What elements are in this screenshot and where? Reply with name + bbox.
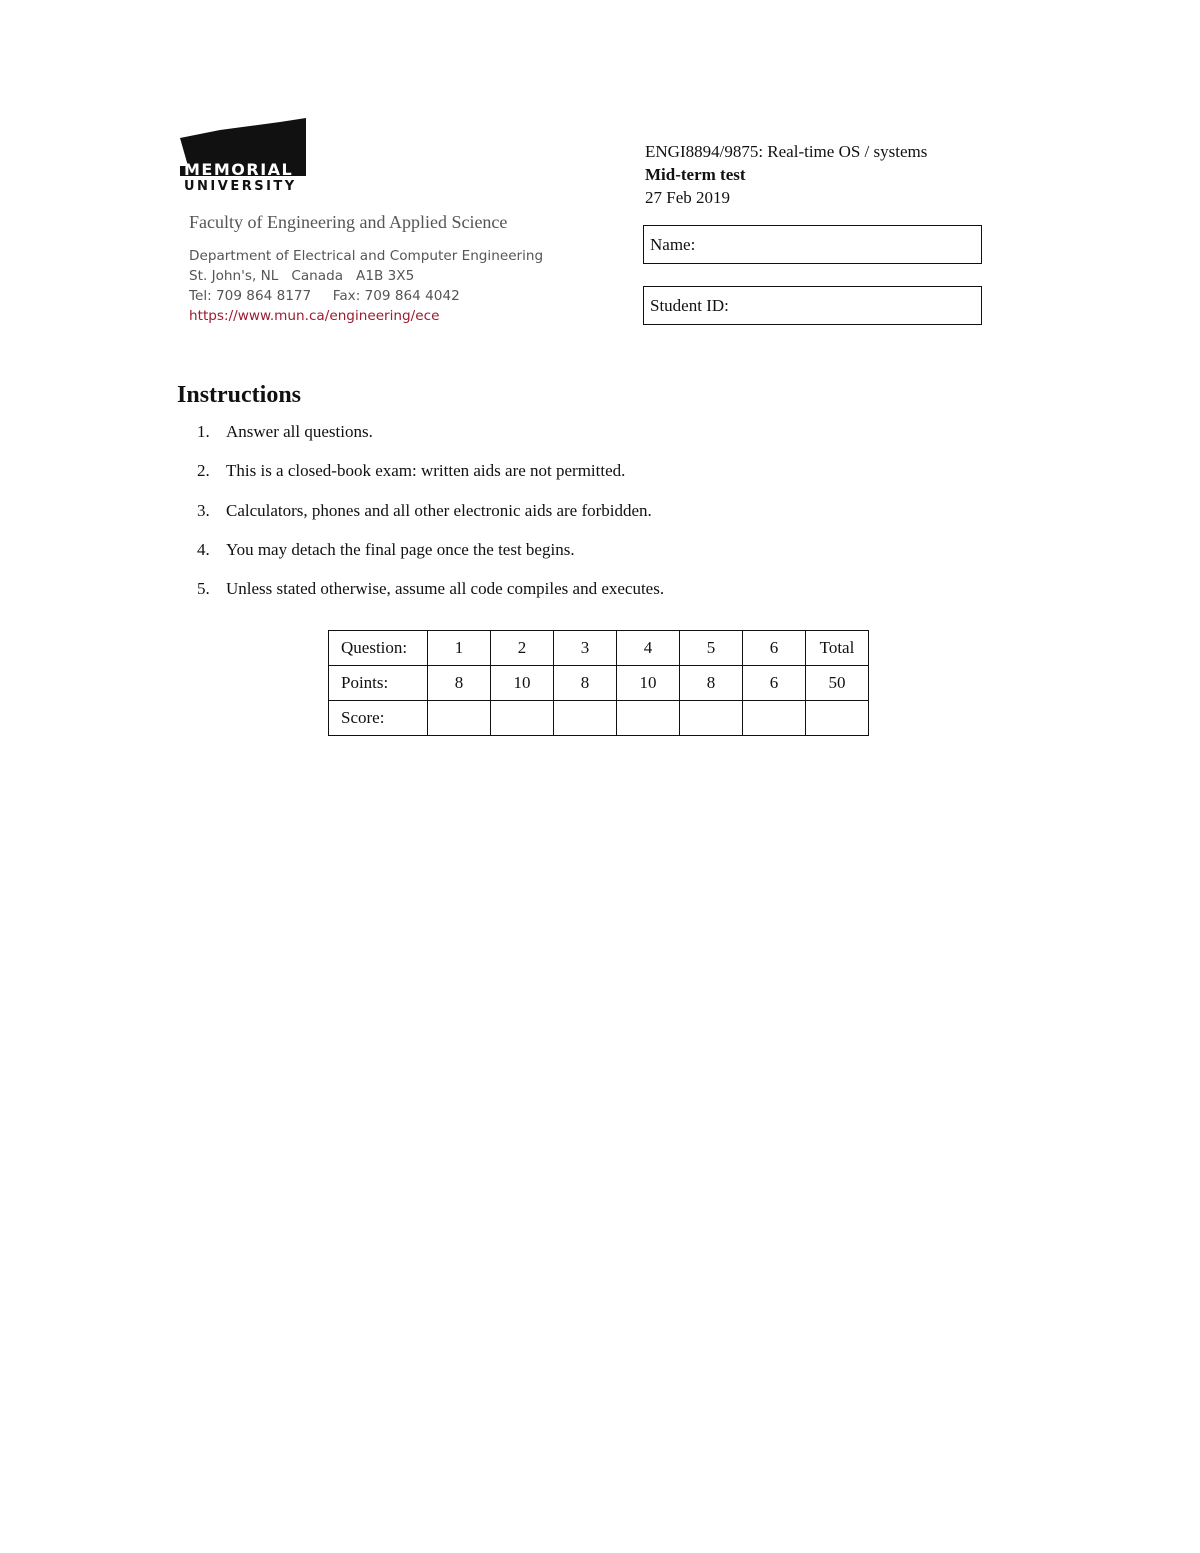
instruction-text: This is a closed-book exam: written aids are not permitted. — [226, 461, 626, 481]
faculty-name: Faculty of Engineering and Applied Science — [189, 212, 508, 232]
score-table — [328, 630, 869, 736]
instruction-number: 5. — [197, 579, 210, 599]
course-info — [645, 140, 927, 209]
points-cell: 8 — [428, 666, 491, 701]
instruction-item — [197, 421, 664, 460]
instruction-number: 3. — [197, 500, 210, 520]
instruction-text: You may detach the final page once the test begins. — [226, 539, 575, 559]
instructions-heading: Instructions — [177, 382, 302, 408]
name-field[interactable] — [643, 225, 982, 264]
instruction-item — [197, 460, 664, 499]
logo-memorial-text: MEMORIAL — [184, 160, 294, 179]
points-cell: 8 — [680, 666, 743, 701]
points-cell: 10 — [617, 666, 680, 701]
total-header: Total — [806, 631, 869, 666]
question-number: 6 — [743, 631, 806, 666]
total-score-cell[interactable] — [806, 701, 869, 736]
score-cell[interactable] — [554, 701, 617, 736]
department-name: Department of Electrical and Computer Engineering — [189, 248, 544, 264]
instruction-text: Answer all questions. — [226, 422, 373, 441]
instruction-number: 1. — [197, 422, 210, 441]
question-row — [329, 631, 869, 666]
instructions-list — [197, 421, 664, 617]
instruction-item — [197, 578, 664, 617]
exam-name: Mid-term test — [645, 165, 746, 184]
department-address: St. John's, NL Canada A1B 3X5 — [189, 268, 415, 284]
department-phone: Tel: 709 864 8177 Fax: 709 864 4042 — [189, 288, 460, 304]
instruction-text: Unless stated otherwise, assume all code compiles and executes. — [226, 579, 665, 599]
student-id-label: Student ID: — [650, 296, 729, 315]
score-row-label: Score: — [329, 701, 428, 736]
points-cell: 8 — [554, 666, 617, 701]
question-row-label: Question: — [329, 631, 428, 666]
name-label: Name: — [650, 235, 696, 254]
logo-university-text: UNIVERSITY — [184, 179, 297, 194]
question-number: 3 — [554, 631, 617, 666]
score-cell[interactable] — [428, 701, 491, 736]
question-number: 4 — [617, 631, 680, 666]
points-row — [329, 666, 869, 701]
instruction-item — [197, 539, 664, 578]
total-points-cell: 50 — [806, 666, 869, 701]
question-number: 2 — [491, 631, 554, 666]
course-title: ENGI8894/9875: Real-time OS / systems — [645, 142, 928, 161]
score-cell[interactable] — [617, 701, 680, 736]
question-number: 1 — [428, 631, 491, 666]
instruction-number: 4. — [197, 539, 210, 559]
points-row-label: Points: — [329, 666, 428, 701]
exam-date: 27 Feb 2019 — [645, 188, 730, 207]
student-id-field[interactable] — [643, 286, 982, 325]
score-row — [329, 701, 869, 736]
instruction-item — [197, 500, 664, 539]
university-logo — [180, 118, 308, 196]
score-cell[interactable] — [743, 701, 806, 736]
points-cell: 6 — [743, 666, 806, 701]
instruction-number: 2. — [197, 461, 210, 481]
department-block — [189, 246, 543, 326]
score-cell[interactable] — [491, 701, 554, 736]
instruction-text: Calculators, phones and all other electronic aids are forbidden. — [226, 500, 652, 520]
points-cell: 10 — [491, 666, 554, 701]
question-number: 5 — [680, 631, 743, 666]
score-cell[interactable] — [680, 701, 743, 736]
department-url[interactable]: https://www.mun.ca/engineering/ece — [189, 308, 440, 324]
